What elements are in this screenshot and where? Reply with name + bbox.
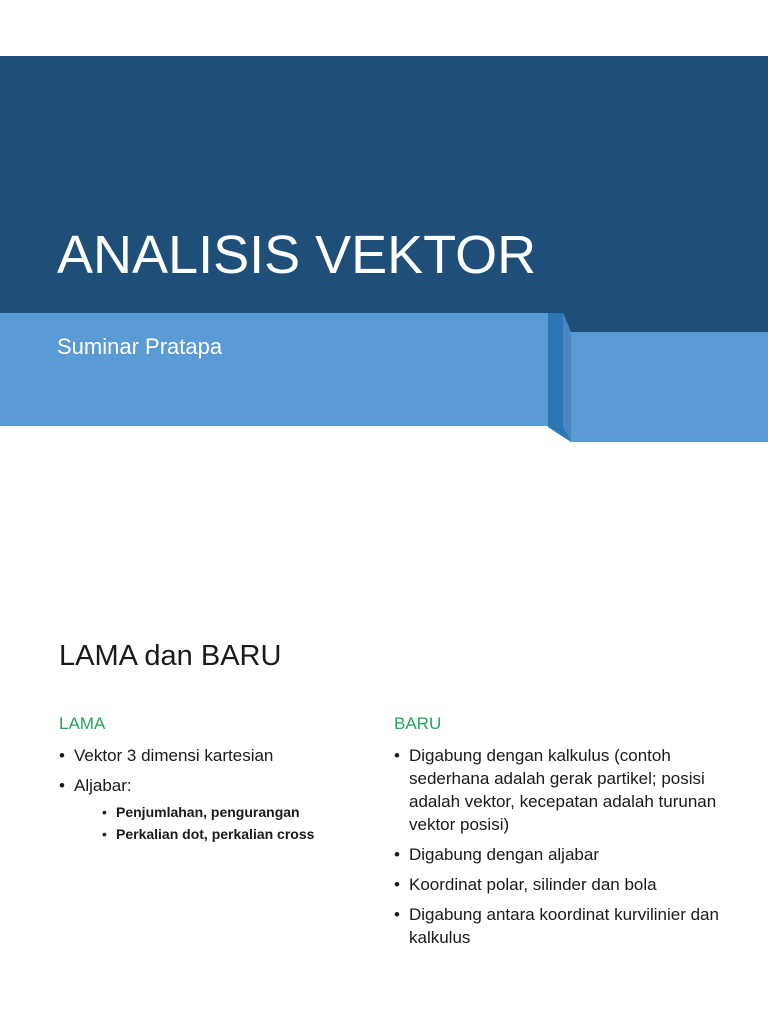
content-slide (0, 600, 768, 1024)
right-column (394, 712, 724, 956)
subtitle-band (0, 313, 563, 426)
list-item (59, 744, 374, 767)
list-item-text: Digabung dengan kalkulus (contoh sederhana adalah gerak partikel; posisi adalah vektor, kecepatan adalah turunan vektor posisi) (409, 746, 717, 834)
title-slide (0, 56, 768, 442)
list-item (394, 843, 724, 866)
list-item-text: Aljabar: (74, 776, 132, 795)
list-item-text: Koordinat polar, silinder dan bola (409, 875, 657, 894)
list-item-text: Digabung antara koordinat kurvilinier dan kalkulus (409, 905, 719, 947)
bullet-icon: • (102, 826, 107, 842)
sub-list-item-text: Perkalian dot, perkalian cross (116, 826, 315, 842)
sub-list-item (102, 801, 374, 823)
right-heading: BARU (394, 714, 442, 733)
title-band (0, 56, 768, 332)
bullet-icon: • (394, 845, 400, 864)
bullet-icon: • (394, 746, 400, 765)
bullet-icon: • (59, 746, 65, 765)
bullet-icon: • (102, 804, 107, 820)
accent-block (571, 332, 768, 442)
list-item-text: Vektor 3 dimensi kartesian (74, 746, 274, 765)
sub-list-item (102, 823, 374, 845)
list-item (394, 903, 724, 949)
left-list (59, 744, 374, 845)
bullet-icon: • (394, 875, 400, 894)
bullet-icon: • (59, 776, 65, 795)
left-column (59, 712, 374, 852)
slide-title: ANALISIS VEKTOR (57, 225, 537, 285)
list-item (394, 744, 724, 836)
list-item (394, 873, 724, 896)
slide-subtitle: Suminar Pratapa (57, 334, 223, 359)
list-item (59, 774, 374, 845)
fold-shadow (548, 313, 571, 442)
left-heading: LAMA (59, 714, 106, 733)
bullet-icon: • (394, 905, 400, 924)
list-item-text: Digabung dengan aljabar (409, 845, 599, 864)
content-title: LAMA dan BARU (59, 640, 282, 672)
sub-list (74, 801, 374, 845)
sub-list-item-text: Penjumlahan, pengurangan (116, 804, 300, 820)
right-list (394, 744, 724, 949)
